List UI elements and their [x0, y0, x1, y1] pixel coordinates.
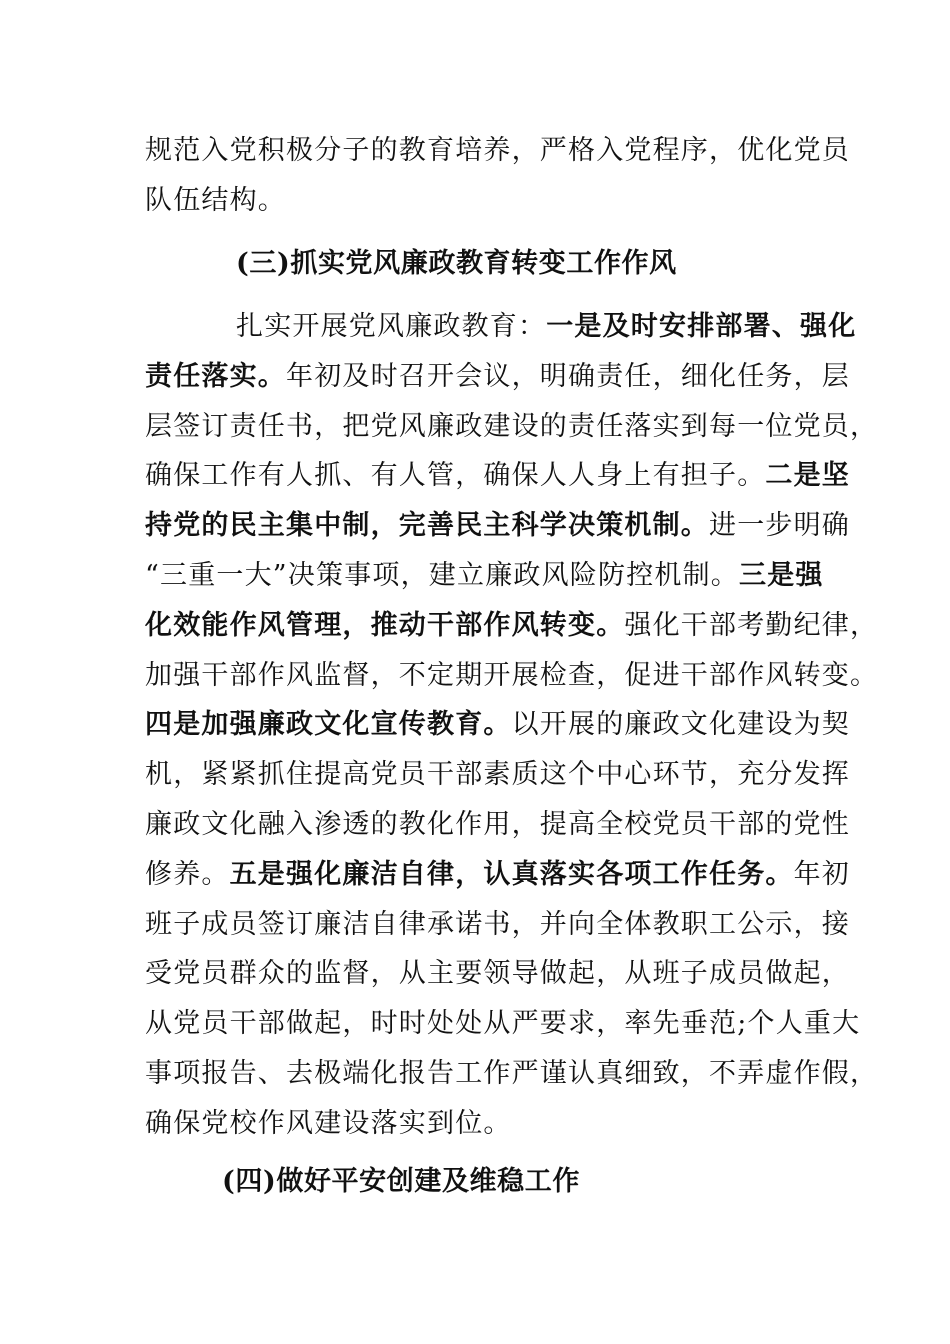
bold-text-segment: 持党的民主集中制，完善民主科学决策机制。 — [145, 510, 709, 541]
text-segment: 修养。 — [145, 859, 230, 890]
text-segment: 进一步明确 — [709, 510, 850, 541]
paragraph-line — [145, 1106, 805, 1142]
bold-text-segment: 化效能作风管理，推动干部作风转变。 — [145, 610, 625, 641]
text-segment: 确保工作有人抓、有人管，确保人人身上有担子。 — [145, 460, 766, 491]
bold-text-segment: 一是及时安排部署、强化 — [546, 311, 857, 342]
paragraph-line — [145, 707, 851, 743]
paragraph-line — [145, 956, 850, 992]
paragraph-line — [145, 807, 850, 843]
bold-text-segment: 三是强 — [739, 560, 824, 591]
text-segment: 确保党校作风建设落实到位。 — [145, 1108, 512, 1139]
text-segment: “三重一大”决策事项，建立廉政风险防控机制。 — [145, 560, 740, 591]
paragraph-line — [145, 658, 879, 694]
paragraph-line — [145, 1056, 879, 1092]
section-heading: (四)做好平安创建及维稳工作 — [222, 1166, 580, 1197]
paragraph-line — [145, 508, 850, 544]
paragraph-line — [145, 1006, 861, 1042]
paragraph-line — [145, 608, 879, 644]
paragraph-line — [145, 558, 824, 594]
paragraph-line — [145, 757, 850, 793]
paragraph-line — [145, 907, 850, 943]
paragraph-line: 队伍结构。 — [145, 185, 286, 216]
text-segment: 年初及时召开会议，明确责任，细化任务，层 — [286, 361, 850, 392]
text-segment: 从党员干部做起，时时处处从严要求，率先垂范;个人重大 — [145, 1008, 861, 1039]
text-segment: 强化干部考勤纪律， — [624, 610, 879, 641]
text-segment: 受党员群众的监督，从主要领导做起，从班子成员做起， — [145, 958, 850, 989]
text-segment: 班子成员签订廉洁自律承诺书，并向全体教职工公示，接 — [145, 909, 850, 940]
text-segment: 扎实开展党风廉政教育： — [236, 311, 547, 342]
text-segment: 事项报告、去极端化报告工作严谨认真细致，不弄虚作假， — [145, 1058, 879, 1089]
paragraph-line — [236, 309, 857, 345]
bold-text-segment: 五是强化廉洁自律，认真落实各项工作任务。 — [229, 859, 794, 890]
text-segment: 层签订责任书，把党风廉政建设的责任落实到每一位党员， — [145, 411, 879, 442]
bold-text-segment: 二是坚 — [765, 460, 851, 491]
paragraph-line — [145, 409, 879, 445]
section-heading: (三)抓实党风廉政教育转变工作作风 — [236, 248, 677, 279]
text-segment: 加强干部作风监督，不定期开展检查，促进干部作风转变。 — [145, 660, 879, 691]
text-segment: 机，紧紧抓住提高党员干部素质这个中心环节，充分发挥 — [145, 759, 850, 790]
text-segment: 年初 — [793, 859, 851, 890]
text-segment: 廉政文化融入渗透的教化作用，提高全校党员干部的党性 — [145, 809, 850, 840]
paragraph-line: 规范入党积极分子的教育培养，严格入党程序，优化党员 — [145, 135, 850, 166]
paragraph-line — [145, 359, 850, 395]
text-segment: 以开展的廉政文化建设为契 — [511, 709, 851, 740]
bold-text-segment: 四是加强廉政文化宣传教育。 — [145, 709, 512, 740]
paragraph-line — [145, 857, 851, 893]
paragraph-line — [145, 458, 851, 494]
bold-text-segment: 责任落实。 — [145, 361, 286, 392]
